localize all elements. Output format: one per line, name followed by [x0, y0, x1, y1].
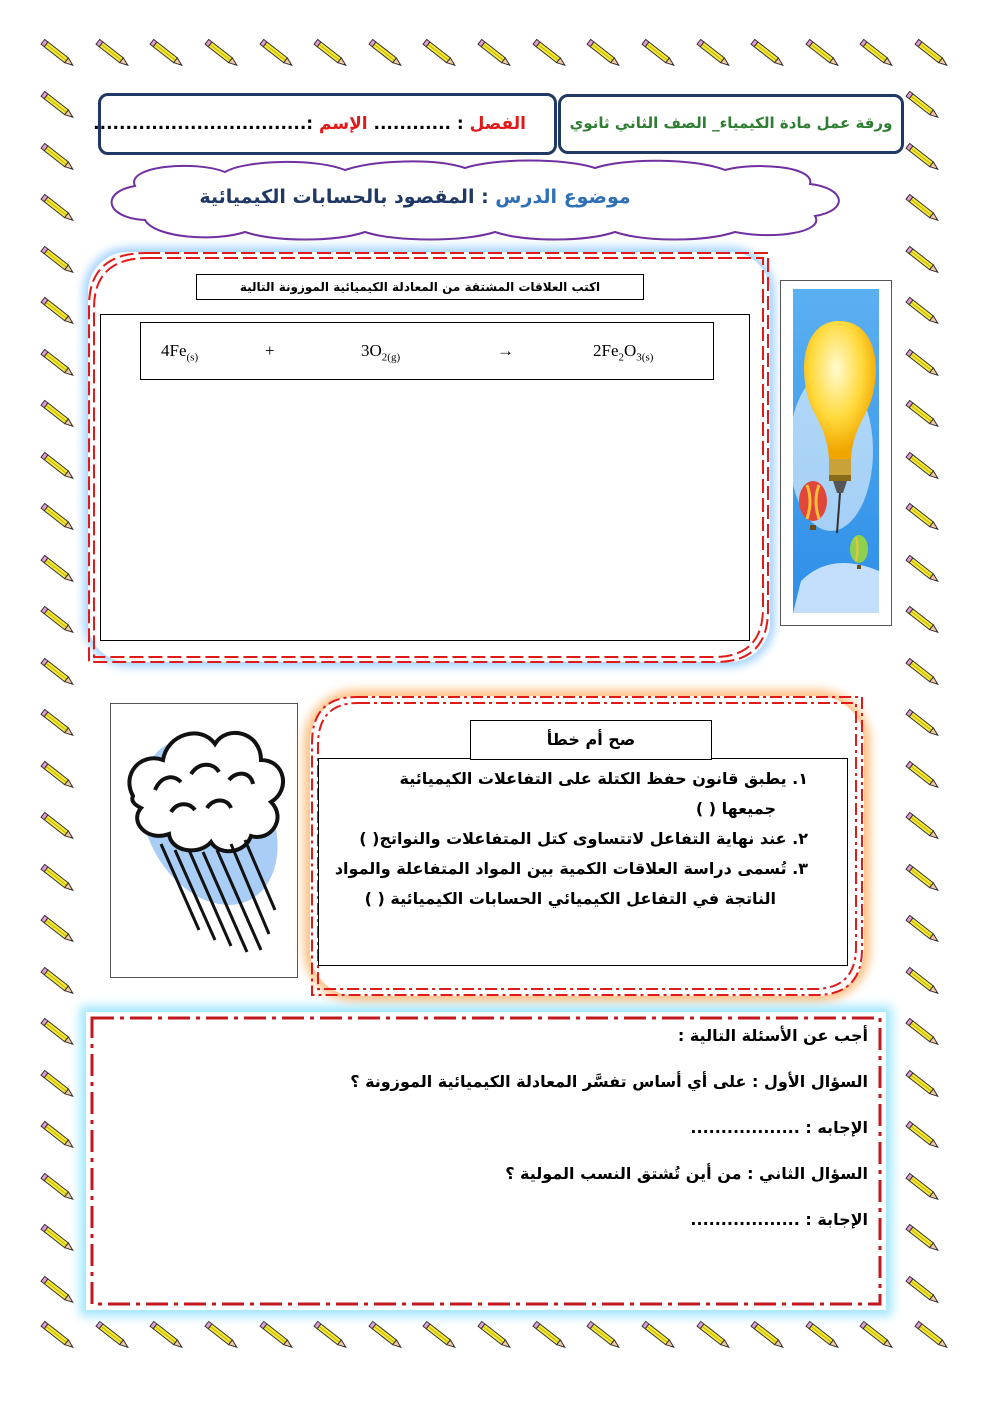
worksheet-title: ورقة عمل مادة الكيمياء_ الصف الثاني ثانوي	[569, 114, 893, 132]
pencil-icon	[903, 1067, 951, 1107]
pencil-icon	[38, 603, 86, 643]
pencil-icon	[38, 88, 86, 128]
pencil-icon	[38, 912, 86, 952]
pencil-icon	[38, 758, 86, 798]
answer-2-field[interactable]: الإجابة : ..................	[690, 1210, 868, 1229]
pencil-icon	[38, 346, 86, 386]
pencil-icon	[475, 1318, 521, 1368]
pencil-icon	[93, 36, 139, 86]
pencil-icon	[147, 1318, 193, 1368]
lightbulb-balloons-icon	[781, 281, 891, 625]
question-1: السؤال الأول : على أي أساس تفسَّر المعادلة الكيميائية الموزونة ؟	[350, 1072, 868, 1091]
pencil-icon	[903, 500, 951, 540]
pencil-icon	[257, 1318, 303, 1368]
true-false-title: صح أم خطأ	[470, 720, 712, 760]
pencil-icon	[903, 861, 951, 901]
pencil-icon	[202, 1318, 248, 1368]
pencil-border-top	[38, 36, 958, 86]
pencil-icon	[38, 1118, 86, 1158]
pencil-icon	[912, 1318, 958, 1368]
product-iron-oxide: $2Fe_2O_{3(s)}$	[593, 341, 654, 364]
pencil-icon	[38, 655, 86, 695]
pencil-icon	[903, 88, 951, 128]
pencil-icon	[311, 1318, 357, 1368]
pencil-icon	[38, 36, 84, 86]
class-field[interactable]: : ............	[373, 114, 464, 134]
pencil-icon	[38, 1318, 84, 1368]
tf-question-1-line1: ١. يطبق قانون حفظ الكتلة على التفاعلات الكيميائية	[399, 769, 808, 788]
pencil-icon	[748, 36, 794, 86]
pencil-icon	[912, 36, 958, 86]
tf-question-3-line2[interactable]: الناتجة في التفاعل الكيميائي الحسابات الكيميائية ( )	[364, 889, 776, 908]
pencil-icon	[903, 294, 951, 334]
name-field[interactable]: :.................................	[93, 114, 314, 134]
pencil-icon	[38, 809, 86, 849]
answer-1-field[interactable]: الإجابه : ..................	[690, 1118, 868, 1137]
pencil-border-right	[903, 88, 951, 1313]
pencil-icon	[903, 655, 951, 695]
pencil-icon	[38, 964, 86, 1004]
pencil-icon	[903, 191, 951, 231]
subject-header-box	[558, 94, 904, 154]
pencil-icon	[38, 191, 86, 231]
pencil-icon	[857, 1318, 903, 1368]
student-info-box	[93, 93, 557, 155]
pencil-icon	[530, 36, 576, 86]
rain-cloud-icon	[111, 704, 297, 977]
pencil-icon	[420, 36, 466, 86]
pencil-icon	[857, 36, 903, 86]
class-label: الفصل	[469, 114, 526, 134]
question-2: السؤال الثاني : من أين تُشتق النسب المولية ؟	[505, 1164, 868, 1183]
pencil-icon	[257, 36, 303, 86]
lightbulb-picture	[780, 280, 892, 626]
pencil-icon	[147, 36, 193, 86]
pencil-icon	[38, 1067, 86, 1107]
pencil-icon	[38, 294, 86, 334]
pencil-icon	[903, 552, 951, 592]
pencil-icon	[903, 1118, 951, 1158]
pencil-icon	[903, 1221, 951, 1261]
pencil-icon	[93, 1318, 139, 1368]
answer-questions-list	[110, 1024, 868, 1232]
topic-label: موضوع الدرس	[495, 186, 631, 208]
pencil-icon	[903, 706, 951, 746]
pencil-icon	[803, 1318, 849, 1368]
pencil-icon	[38, 140, 86, 180]
pencil-icon	[903, 1170, 951, 1210]
tf-question-3-line1: ٣. تُسمى دراسة العلاقات الكمية بين المواد المتفاعلة والمواد	[334, 859, 808, 878]
pencil-icon	[366, 36, 412, 86]
pencil-icon	[38, 243, 86, 283]
pencil-icon	[38, 1015, 86, 1055]
pencil-icon	[530, 1318, 576, 1368]
pencil-icon	[584, 1318, 630, 1368]
pencil-icon	[38, 397, 86, 437]
pencil-icon	[38, 861, 86, 901]
reactant-oxygen: $3O_{2(g)}$	[361, 341, 401, 364]
pencil-icon	[38, 500, 86, 540]
pencil-icon	[311, 36, 357, 86]
reactant-iron: $4Fe_{(s)}$	[161, 341, 199, 364]
true-false-questions	[330, 764, 808, 914]
pencil-icon	[903, 1015, 951, 1055]
pencil-icon	[420, 1318, 466, 1368]
lesson-topic	[120, 186, 710, 208]
tf-question-1-line2[interactable]: جميعها ( )	[695, 799, 776, 818]
pencil-icon	[803, 36, 849, 86]
chemical-equation	[140, 322, 714, 380]
pencil-icon	[38, 1221, 86, 1261]
topic-title: : المقصود بالحسابات الكيميائية	[199, 186, 489, 208]
pencil-icon	[475, 36, 521, 86]
pencil-icon	[38, 706, 86, 746]
pencil-icon	[903, 809, 951, 849]
pencil-icon	[694, 36, 740, 86]
pencil-icon	[38, 1170, 86, 1210]
pencil-icon	[694, 1318, 740, 1368]
pencil-icon	[639, 1318, 685, 1368]
pencil-icon	[38, 449, 86, 489]
tf-question-2[interactable]: ٢. عند نهاية التفاعل لاتتساوى كتل المتفاعلات والنواتج( )	[359, 829, 808, 848]
pencil-icon	[366, 1318, 412, 1368]
pencil-icon	[903, 140, 951, 180]
questions-intro: أجب عن الأسئلة التالية :	[677, 1026, 868, 1045]
pencil-icon	[903, 397, 951, 437]
pencil-icon	[903, 964, 951, 1004]
pencil-icon	[903, 1273, 951, 1313]
name-label: الإسم	[319, 114, 368, 134]
relations-instruction: اكتب العلاقات المشتقة من المعادلة الكيميائية الموزونة التالية	[196, 274, 644, 300]
pencil-icon	[38, 552, 86, 592]
student-info-line	[93, 114, 526, 134]
pencil-icon	[903, 449, 951, 489]
reaction-arrow: →	[497, 341, 514, 360]
pencil-border-bottom	[38, 1318, 958, 1368]
pencil-icon	[903, 243, 951, 283]
pencil-border-left	[38, 88, 86, 1313]
pencil-icon	[584, 36, 630, 86]
pencil-icon	[903, 346, 951, 386]
rain-cloud-picture	[110, 703, 298, 978]
pencil-icon	[903, 603, 951, 643]
pencil-icon	[639, 36, 685, 86]
pencil-icon	[748, 1318, 794, 1368]
pencil-icon	[903, 758, 951, 798]
pencil-icon	[38, 1273, 86, 1313]
pencil-icon	[903, 912, 951, 952]
plus-sign: +	[265, 341, 275, 360]
pencil-icon	[202, 36, 248, 86]
